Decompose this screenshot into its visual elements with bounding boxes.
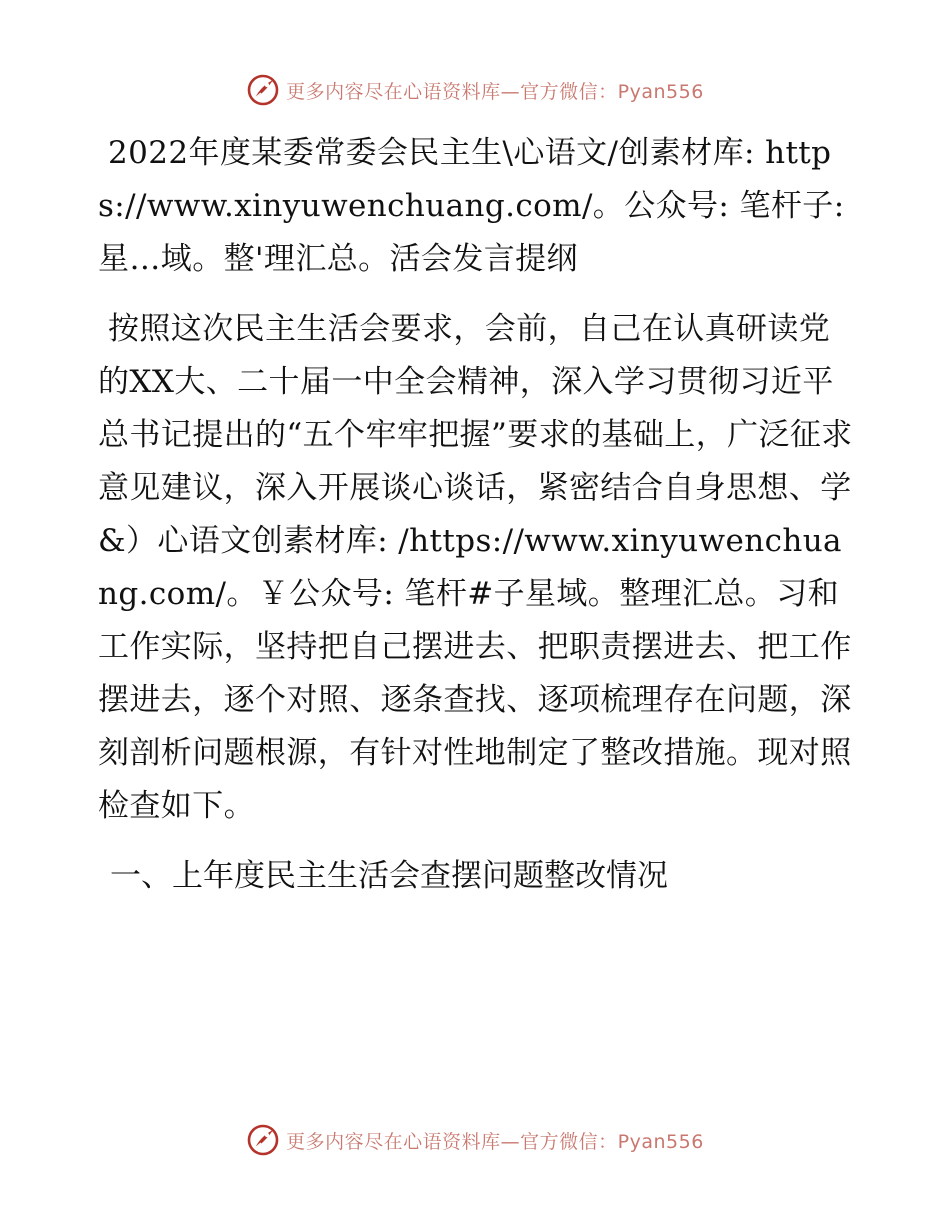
footer-watermark-banner [0,1120,950,1160]
document-body [98,127,858,903]
title-paragraph [98,127,858,286]
watermark-text: 更多内容尽在心语资料库—官方微信：Pyan556 [286,1130,704,1153]
section-heading: 一、上年度民主生活会查摆问题整改情况 [110,858,668,894]
title-paragraph-text: 2022年度某委常委会民主生\心语文/创素材库: https://www.xinyuwenchuang.com/。公众号: 笔杆子:星…域。整'理汇总。活会发言提纲 [98,135,845,277]
quill-pen-logo-icon [246,1123,280,1157]
watermark-text: 更多内容尽在心语资料库—官方微信：Pyan556 [286,80,704,103]
quill-pen-logo-icon [246,73,280,107]
body-paragraph [98,303,858,833]
body-paragraph-text: 按照这次民主生活会要求，会前，自己在认真研读党的XX大、二十届一中全会精神，深入学习贯彻习近平总书记提出的“五个牢牢把握”要求的基础上，广泛征求意见建议，深入开展谈心谈话，紧密结合自身思想、学&）心语文创素材库: /https://www.xinyuwenchuang.com/。￥公众号: 笔杆#子星域。整理汇总。习和工作实际，坚持把自己摆进去、把职责摆进去、把工作摆进去，逐个对照、逐条查找、逐项梳理存在问题，深刻剖析问题根源，有针对性地制定了整改措施。现对照检查如下。 [98,311,853,824]
header-watermark-banner [0,70,950,110]
